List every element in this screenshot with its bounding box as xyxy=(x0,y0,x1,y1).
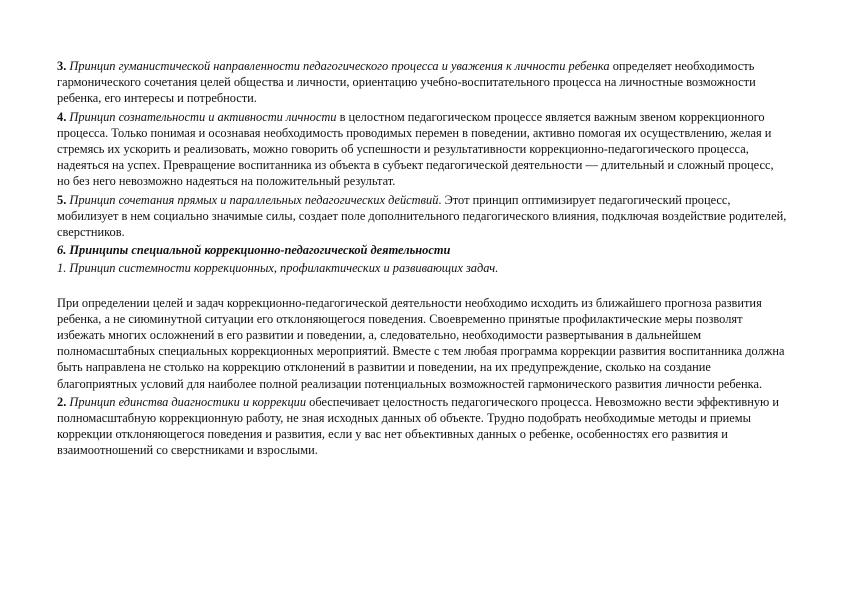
document-page xyxy=(57,58,787,461)
blank-line xyxy=(57,279,787,295)
principle-title: Принцип сознательности и активности личности xyxy=(69,109,337,124)
paragraph-main: При определении целей и задач коррекционно-педагогической деятельности необходимо исходить из ближайшего прогноза развития ребенка, а не сиюминутной ситуации его отклоняющегося поведения. Своевременно принятые профилактические меры позволят избежать многих осложнений в его развитии и поведении, а, следовательно, необходимости развертывания в дальнейшем полномасштабных специальных коррекционных мероприятий. Вместе с тем любая программа коррекции развития воспитанника должна быть направлена не столько на коррекцию отклонений в развитии и поведении, на их предупреждение, сколько на создание благоприятных условий для наиболее полной реализации потенциальных возможностей гармонического развития личности ребенка. xyxy=(57,295,785,391)
paragraph-number: 3. xyxy=(57,59,67,73)
paragraph-number: 4. xyxy=(57,109,67,124)
principle-title: Принцип единства диагностики и коррекции xyxy=(69,394,307,409)
principle-title: Принцип гуманистической направленности педагогического процесса и уважения к личности ребенка xyxy=(69,59,610,73)
paragraph-body: определяет необходимость гармонического сочетания целей общества и личности, ориентацию учебно-воспитательного процесса на личностные возможности ребенка, его интересы и потребности. xyxy=(57,59,756,106)
paragraph-principle-3 xyxy=(57,58,787,107)
paragraph-body: . Этот принцип оптимизирует педагогический процесс, мобилизует в нем социально значимые силы, создает поле дополнительного педагогического влияния, подключая воздействие родителей, сверстников. xyxy=(57,192,787,240)
paragraph-number: 5. xyxy=(57,192,67,207)
paragraph-body: обеспечивает целостность педагогического процесса. Невозможно вести эффективную и полномасштабную коррекционную работу, не зная исходных данных об объекте. Трудно подобрать необходимые методы и приемы коррекции отклоняющегося поведения и развития, если у вас нет объективных данных о ребенке, особенностях его развития и взаимоотношений со сверстниками и взрослыми. xyxy=(57,394,780,458)
section-heading-6: 6. Принципы специальной коррекционно-педагогической деятельности xyxy=(57,243,451,258)
paragraph-principle-2 xyxy=(57,394,787,459)
paragraph-principle-5 xyxy=(57,192,787,241)
paragraph-number: 2. xyxy=(57,394,67,409)
principle-title: Принцип сочетания прямых и параллельных педагогических действий xyxy=(69,192,439,207)
paragraph-principle-4 xyxy=(57,109,787,190)
subsection-heading-1: 1. Принцип системности коррекционных, профилактических и развивающих задач. xyxy=(57,261,499,276)
paragraph-body: в целостном педагогическом процессе является важным звеном коррекционного процесса. Только понимая и осознавая необходимость проводимых перемен в поведении, активно помогая их осуществлению, желая и стремясь их ускорить и реализовать, можно говорить об успешности и результативности коррекционно-педагогического процесса, надеяться на успех. Превращение воспитанника из объекта в субъект педагогической деятельности — длительный и сложный процесс, но без него невозможно надеяться на положительный результат. xyxy=(57,109,774,189)
